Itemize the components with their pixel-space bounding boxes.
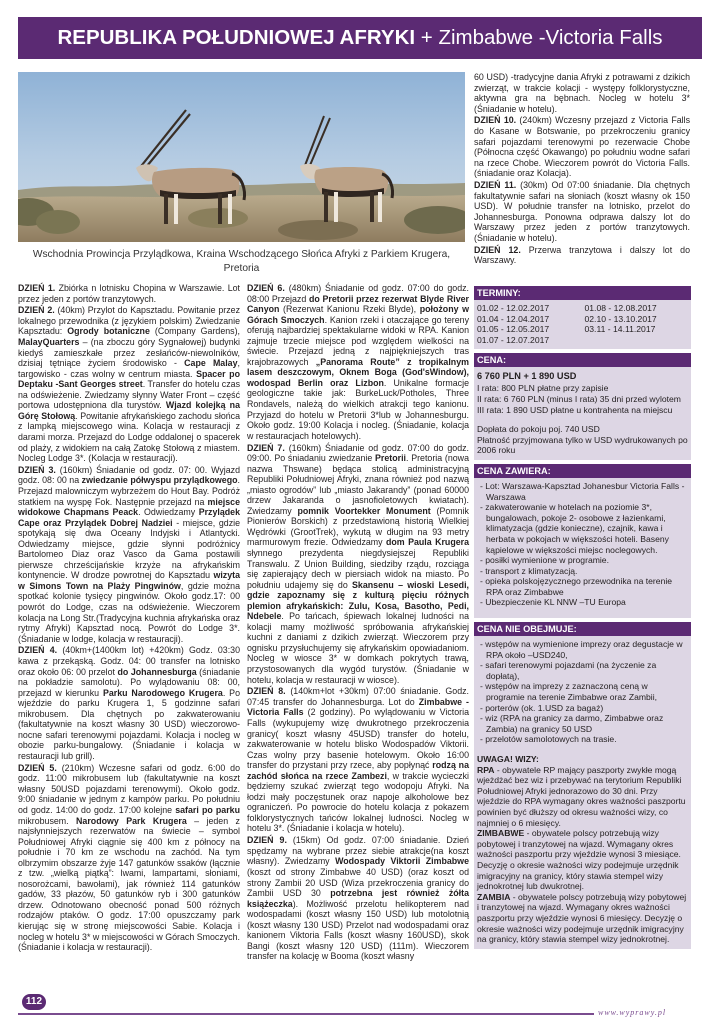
day-label: DZIEŃ 2. [18,305,55,316]
itinerary-column-2 [247,283,469,963]
visa-country-label: ZIMBABWE [477,828,525,839]
itinerary-day [18,763,240,953]
excludes-item: - safari terenowymi pojazdami (na życzenie za dopłatą), [480,660,657,681]
includes-header: CENA ZAWIERA: [474,464,691,478]
trip-info-sidebar [474,286,691,949]
day-description: (40km+(1400km lot) +420km) Godz. 03:30 kawa z przekąską. Godz. 04: 00 transfer na lotnisko oraz około 06: 00 przelot do Johannesburga (śniadanie na pokładzie samolotu). Po wylądowaniu 08: 00, przejazd w kierunku Parku Narodowego Krugera. Po wjeździe do parku Krugera 1, 5 godzinne safari mikrobusem. Dla chętnych po zakwaterowaniu (fakultatywnie na koszt własny 30 USD) wieczorowo- nocne safari terenowymi pojazdami. Kolacja i nocleg w obozie parku-bungalowy. (Śniadanie i kolacja w restauracji lub grill). [18,645,240,761]
itinerary-day [247,686,469,834]
day-description: (140km+lot +30km) 07:00 śniadanie. Godz. 07:45 transfer do Johannesburga. Lot do Zimbabwe - Victoria Falls (2 godziny). Po wylądowaniu w Victoria Falls (wykupujemy wizę dwukrotnego przekroczenia granicy( koszt własny 45USD) transfer do hotelu, zakwaterowanie w hotelu blisko Wodospadów Viktorii. Czas wolny przy basenie hotelowym. Około 16:00 transfer do przystani przy rzece, aby popłynąć rodzą na zachód słońca na rzece Zambezi, w trakcie wycieczki będziemy szukać zwierząt tego wodopoju Afryki. Na łodzi mały poczęstunek oraz napoje alkoholowe bez ograniczeń. Po powrocie do hotelu kolacja z pokazem folklorystycznych tańców lokalnej ludności. Nocleg w hotelu 3*. (Śniadanie i kolacja w hotelu). [247,686,469,834]
visa-info [477,765,688,945]
itinerary-column-1 [18,283,240,954]
day-label: DZIEŃ 10. [474,115,517,126]
price-line: I rata: 800 PLN płatne przy zapisie [477,383,609,394]
itinerary-day [474,180,690,243]
visa-country-note [477,828,688,892]
terms-list [474,300,691,349]
term-date: 01.08 - 12.08.2017 [584,303,657,313]
day-description: (480km) Śniadanie od godz. 07:00 do godz. 08:00 Przejazd do Pretorii przez rezerwat Blyde River Canyon (Rezerwat Kanionu Rzeki Blyde), położony w Górach Smoczych. Kanion rzeki i otaczające go tereny oferują najbardziej spektakularne widoki w RPA. Kanion zajmuje trzecie miejsce pod względem wielkości na świecie. Przejazd jedną z najpiękniejszych tras krajobrazowych „Panorama Route” z tropikalnym lasem deszczowym, Oknem Boga (God'sWindow), wodospad Berlin oraz Lizbon. Unikalne formacje geologiczne takie jak: BurkeLuck/Potholes, Three Rondavels, należą do wielkich atrakcji tego kanionu. Przyjazd do hotelu w Pretorii 3*lub w Johannesburgu. Około godz. 19:00 Kolacja i nocleg. (Śniadanie, kolacja w restauracjach hotelowych). [247,283,469,441]
day-description: (160km) Śniadanie od godz. 07: 00. Wyjazd godz. 08: 00 na zwiedzanie półwyspu przylądkowego. Przejazd malowniczym wybrzeżem do Hout Bay. Podróż statkiem na wyspę Fok. Następnie przejazd na miejsce widokowe Chapmans Peack. Odwiedzamy Przylądek Cape oraz Przylądek Dobrej Nadziei - miejsce, gdzie spotykają się dwa Oceany Indyjski i Atlantycki. Odwiedzamy miejsce, gdzie słynni podróżnicy Bartolomeo Diaz oraz Vasco da Gama postawili pierwsze chrześcijańskie krzyże na afrykańskim kontynencie. W drodze powrotnej do Kapsztadu wizyta w Simons Town na Plaży Pingwinów, gdzie można spotkać kolonie tysięcy pingwinów. Około godz.17: 00 powrót do Lodge, czas na odświeżenie. Wieczorem kolacja na Long Str.(Tradycyjna kuchnia afrykańska oraz rytmy Afryki) Kapsztad nocą. Powrót do Lodge 3*.(Śniadanie w lodge, kolacja w restauracji). [18,464,240,644]
day-label: DZIEŃ 8. [247,686,286,697]
page-number: 112 [22,994,46,1010]
page-header [18,17,702,59]
price-total: 6 760 PLN + 1 890 USD [477,371,577,382]
term-date: 01.02 - 12.02.2017 [477,303,550,313]
excludes-and-visa-box [474,636,691,949]
visa-country-note [477,765,688,829]
day-description: (160km) Śniadanie od godz. 07:00 do godz. 09:00. Po śniadaniu zwiedzanie Pretorii. Pretoria (nowa nazwa Thswane) będąca stolicą administracyjną Republiki Południowej Afryki, znana również pod nazwą „miasto ogrodów” lub „miasto Jakarandy” (ponad 60000 drzew Jakaranda o jasnofioletowych kwiatach). Zwiedzamy pomnik Voortekker Monument (Pomnik Pionierów Borskich) z przedstawioną historią Wielkiej Wędrówki (GrootTrek), wykutą w długim na 93 metry marmurowym frezie. Odwiedzamy dom Paula Krugera słynnego prezydenta niegdysiejszej Republiki Transwalu. Z Union Building, siedziby rządu, rozciąga się zapierający dech w piersiach widok na miasto. Po południu udajemy się do Skansenu – wioski Lesedi, gdzie zapoznamy się z kulturą pięciu różnych plemion afrykańskich: Zulu, Kosa, Basotho, Pedi, Ndebele. Po tańcach, śpiewach lokalnej ludności na kolacji mamy możliwość spróbowania afrykańskiej kuchni z daniami z dzikich zwierząt. Wieczorem przy ognisku przysłuchujemy się afrykańskim opowiadaniom. Nocleg w wiosce 3* w domkach pokrytych trawą, przystosowanych dla wygód turystów. (Śniadanie w hotelu, kolacja w restauracji w wiosce). [247,442,470,685]
day-label: DZIEŃ 6. [247,283,285,293]
visa-country-text: - obywatele polscy potrzebują wizy pobytowej i tranzytowej na wjazd. Wymagany okres ważności paszportu przy wjeździe wynosi 6 miesięcy. Decyzję o okresie ważności wizy podejmuje urzędnik imigracyjny na granicy, który stawia stempel wizy jednokrotnej. [477,891,687,945]
price-note: Płatność przyjmowana tylko w USD wydrukowanych po 2006 roku [477,434,688,456]
day-label: DZIEŃ 12. [474,244,521,255]
excludes-item: - przelotów samolotowych na trasie. [480,734,617,745]
day-label: DZIEŃ 7. [247,442,285,453]
term-date: 01.04 - 12.04.2017 [477,313,550,324]
day-label: DZIEŃ 1. [18,283,56,293]
visa-title: UWAGA! WIZY: [477,754,539,764]
day-description: (30km) Od 07:00 śniadanie. Dla chętnych fakultatywnie safari na słoniach (koszt własny ok 150 USD). W południe transfer na lotnisko, przelot do Johannesburga. Ponowna odprawa dalszy lot do Warszawy przez jeden z portów tranzytowych.(Śniadanie w hotelu). [474,180,690,243]
itinerary-column-3 [474,72,690,267]
price-notes [477,424,688,456]
day-description: (40km) Przylot do Kapsztadu. Powitanie przez lokalnego przewodnika (z językiem polskim) Zwiedzanie Kapsztadu: Ogrody botaniczne (Company Gardens), MalayQuarters – (na zboczu góry Sygnałowej) budynki kiedyś zamieszkałe przez zesłańców-niewolników, dzisiaj tętniące życiem środowisko - Cape Malay, targowisko - czas wolny w centrum miasta. Spacer po Deptaku -Sant Georges street. Transfer do hotelu czas na odświeżenie. Zwiedzamy słynny Water Front – część portowa udostępniona dla turystów. Wjazd kolejką na Górę Stołową. Powitanie afrykańskiego zachodu słońca z lampką miejscowego wina. Kolacja w restauracji z darami morza. Przejazd do Lodge oddalonej o spacerek od plaży, z widokiem na całą Zatokę Stołową z miastem. Nocleg Lodge 3*. (Kolacja w restauracji). [18,305,241,464]
excludes-item: - wstępów na wymienione imprezy oraz degustacje w RPA około –USD240, [480,639,683,660]
excludes-header: CENA NIE OBEJMUJE: [474,622,691,636]
day-label: DZIEŃ 4. [18,645,58,656]
excludes-item: - porterów (ok. 1.USD za bagaż) [480,702,604,713]
price-line: III rata: 1 890 USD płatne u kontrahenta na miejscu [477,404,673,415]
includes-list [474,478,691,618]
term-date: 03.11 - 14.11.2017 [584,324,656,335]
itinerary-day [474,72,690,114]
day-description: (15km) Od godz. 07:00 śniadanie. Dzień spędzamy na wybrane przez siebie atrakcje(na koszt własny). Zwiedzamy Wodospady Viktorii Zimbabwe (koszt od strony Zimbabwe 40 USD) (oraz koszt od strony Zambii 20 USD (Wiza przekroczenia granicy do Zambii USD 30 potrzebna jest również żółta książeczka). Możliwość przelotu helikopterem nad wodospadami (koszt własny 150 USD) lub motolotnią (koszt własny 130 USD) Przelot nad wodospadami oraz kanionem Viktoria Falls (koszt własny 160USD), skok Bangi (koszt własny 120 USD) (111m). Wieczorem transfer na kolację w Booma (koszt własny [247,835,470,962]
oryx-photo-illustration [18,72,465,242]
term-date: 01.07 - 12.07.2017 [477,334,550,345]
day-description: Przerwa tranzytowa i dalszy lot do Warszawy. [474,244,690,266]
includes-item: - transport z klimatyzacją. [480,565,578,576]
day-description: Zbiórka n lotnisku Chopina w Warszawie. Lot przez jeden z portów tranzytowych. [18,283,240,304]
term-date: 02.10 - 13.10.2017 [584,313,657,324]
day-description: 60 USD) -tradycyjne dania Afryki z potrawami z dzikich zwierząt, w trakcie kolacji - występy folklorystyczne, aktywna gra na bębnach. Nocleg w hotelu 3* (Śniadanie w hotelu). [474,72,690,114]
price-line: II rata: 6 760 PLN (minus I rata) 35 dni przed wylotem [477,393,681,404]
includes-item: - Lot: Warszawa-Kapsztad Johanesbur Victoria Falls -Warszawa [480,480,685,502]
itinerary-day [18,305,240,463]
itinerary-day [18,283,240,304]
price-box [474,367,691,460]
includes-item: - Ubezpieczenie KL NNW –TU Europa [480,597,626,608]
day-description: (210km) Wczesne safari od godz. 6:00 do godz. 11:00 mikrobusem lub (fakultatywnie na koszt własny 50USD pojazdami terenowymi). Około godz. 9:00 śniadanie w jednym z kampów parku. Po południu od godz. 14:00 do godz. 17:00 kolejne safari po parku mikrobusem. Narodowy Park Krugera – jeden z najsłynniejszych rezerwatów na świecie – symbol Południowej Afryki ciągnie się 400 km z północy na południe i 70 km ze wschodu na zachód. Na tym olbrzymim obszarze żyje 147 gatunków ssaków (łącznie z tzw. „wielką piątką”: lwami, lampartami, słoniami, nosorożcami, bawołami), jak również 114 gatunków gadów, 33 płazów, 50 gatunków ryb i 300 gatunków drzew. Odnotowano obecność ponad 500 różnych rodzajów ptaków. O godz. 17:00 opuszczamy park kierując się w stronę miejscowości Sabie. Kolacja i nocleg w hotelu 3* w miejscowości w Górach Smoczych.(Śniadanie i kolacja w restauracji). [18,762,240,953]
title-extension: Zimbabwe -Victoria Falls [438,26,663,49]
title-plus: + [415,26,439,49]
title-country: REPUBLIKA POŁUDNIOWEJ AFRYKI [57,26,416,49]
visa-country-label: ZAMBIA [477,891,511,902]
excludes-item: - wiz (RPA na granicy za darmo, Zimbabwe oraz Zambia) na granicy 50 USD [480,713,664,734]
day-label: DZIEŃ 9. [247,835,287,846]
footer-divider [18,1013,594,1015]
price-note: Dopłata do pokoju poj. 740 USD [477,424,600,435]
term-date: 01.05 - 12.05.2017 [477,324,550,335]
price-header: CENA: [474,353,691,367]
price-installments [477,383,688,415]
itinerary-day [247,443,469,686]
terms-header: TERMINY: [474,286,691,300]
excludes-list [477,639,688,745]
excludes-item: - wstępów na imprezy z zaznaczoną ceną w programie na terenie Zimbabwe oraz Zambii, [480,681,657,703]
day-label: DZIEŃ 11. [474,180,517,191]
photo-caption: Wschodnia Prowincja Przylądkowa, Kraina Wschodzącego Słońca Afryki z Parkiem Krugera, Pretoria [32,249,451,274]
includes-item: - opieka polskojęzycznego przewodnika na terenie RPA oraz Zimbabwe [480,576,673,597]
day-description: (240km) Wczesny przejazd z Victoria Falls do Kasane w Botswanie, po przekroczeniu granicy safari pojazdami terenowymi po rezerwacie Chobe (Północna część Okawango) po południu wodne safari na rzece Chobe. Wieczorem powrót do Victoria Falls. (śniadanie oraz Kolacja). [474,115,690,179]
visa-country-text: - obywatele polscy potrzebują wizy pobytowej i tranzytowej na wjazd. Wymagany okres ważności paszportu przy wjeździe wynosi 3 miesiące. Decyzję o okresie ważności wizy podejmuje urzędnik imigracyjny na granicy, który stawia stempel wizy jednokrotnej lub dwukrotnej. [477,828,681,892]
itinerary-day [18,465,240,644]
footer-website: www.wyprawy.pl [598,1008,667,1017]
itinerary-day [247,283,469,441]
includes-item: - zakwaterowanie w hotelach na poziomie 3*, bungalowach, pokoje 2- osobowe z łazienkami, klimatyzacja (gdzie konieczne), czajnik, kawa i herbata w pokojach w większości hoteli. Baseny kąpielowe w większości miejsc noclegowych. [480,502,669,555]
visa-country-note [477,892,688,945]
itinerary-day [474,115,690,178]
includes-item: - posiłki wymienione w programie. [480,555,609,566]
hero-photo [18,72,465,242]
itinerary-day [247,835,469,962]
day-label: DZIEŃ 5. [18,762,57,773]
page-title [18,25,702,51]
itinerary-day [18,645,240,761]
itinerary-day [474,245,690,266]
visa-country-text: - obywatele RP mający paszporty zwykłe mogą wjeżdżać bez wiz i przebywać na terytorium Republiki Południowej Afryki jednorazowo do 30 dni. Przy wjeździe do RPA wymagany okres ważności paszportu powinien być dłuższy od okresu ważności wizy, co najmniej o 6 miesięcy. [477,764,686,828]
day-label: DZIEŃ 3. [18,464,56,475]
visa-country-label: RPA [477,764,495,775]
